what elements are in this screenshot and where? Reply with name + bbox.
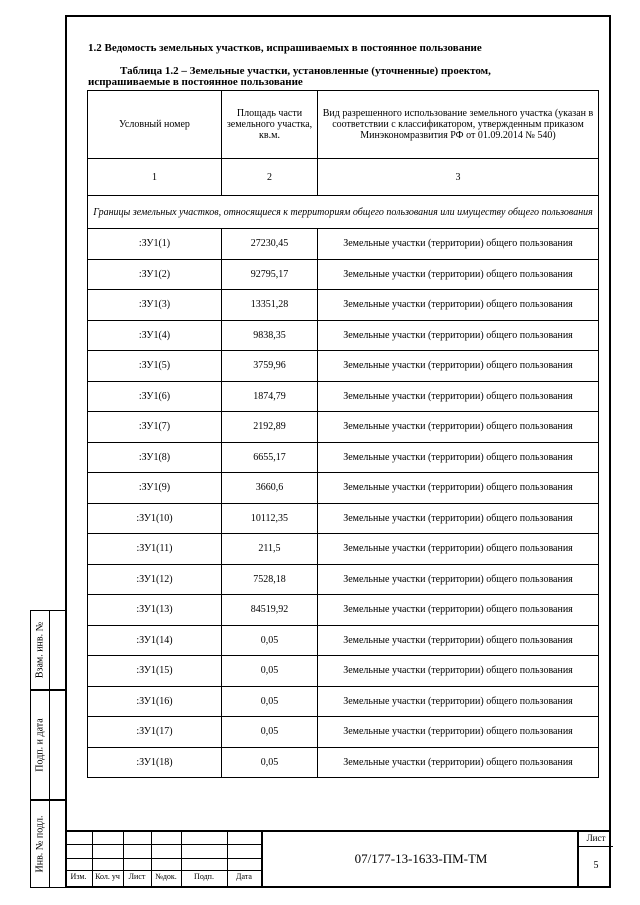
sheet-label: Лист xyxy=(586,833,606,843)
plot-number-cell: :ЗУ1(10) xyxy=(88,503,222,534)
plot-area-cell: 10112,35 xyxy=(222,503,318,534)
side-label-original-inv: Инв. № подл. xyxy=(34,815,46,873)
side-label-sign-date: Подп. и дата xyxy=(34,718,46,772)
sheet-box xyxy=(577,830,613,888)
plot-number-cell: :ЗУ1(7) xyxy=(88,412,222,443)
plot-use-cell: Земельные участки (территории) общего пользования xyxy=(318,503,599,534)
group-title: Границы земельных участков, относящиеся к территориям общего пользования или имуществу общего пользования xyxy=(88,196,599,229)
plot-use-cell: Земельные участки (территории) общего пользования xyxy=(318,473,599,504)
side-label-replaced-inv: Взам. инв. № xyxy=(34,621,46,679)
table-row xyxy=(88,229,599,260)
plot-use-cell: Земельные участки (территории) общего пользования xyxy=(318,686,599,717)
side-stamp-original-inv xyxy=(30,800,65,888)
plot-area-cell: 84519,92 xyxy=(222,595,318,626)
stamp-column-label: Изм. xyxy=(70,872,87,881)
plot-area-cell: 27230,45 xyxy=(222,229,318,260)
plot-area-cell: 9838,35 xyxy=(222,320,318,351)
plot-number-cell: :ЗУ1(16) xyxy=(88,686,222,717)
table-row xyxy=(88,747,599,778)
plot-use-cell: Земельные участки (территории) общего пользования xyxy=(318,625,599,656)
header-conditional-number: Условный номер xyxy=(88,91,222,159)
table-row xyxy=(88,351,599,382)
table-caption xyxy=(88,66,598,88)
table-row xyxy=(88,412,599,443)
stamp-column-label: Кол. уч xyxy=(95,872,120,881)
plot-area-cell: 0,05 xyxy=(222,747,318,778)
table-row xyxy=(88,259,599,290)
plot-number-cell: :ЗУ1(15) xyxy=(88,656,222,687)
plot-number-cell: :ЗУ1(8) xyxy=(88,442,222,473)
plot-area-cell: 0,05 xyxy=(222,625,318,656)
table-row xyxy=(88,717,599,748)
plot-area-cell: 3660,6 xyxy=(222,473,318,504)
revision-grid xyxy=(65,830,261,888)
plot-use-cell: Земельные участки (территории) общего пользования xyxy=(318,229,599,260)
plot-number-cell: :ЗУ1(5) xyxy=(88,351,222,382)
document-code: 07/177-13-1633-ПМ-ТМ xyxy=(261,830,579,888)
table-row xyxy=(88,595,599,626)
table-row xyxy=(88,320,599,351)
group-row xyxy=(88,196,599,229)
plot-number-cell: :ЗУ1(1) xyxy=(88,229,222,260)
plot-number-cell: :ЗУ1(17) xyxy=(88,717,222,748)
plot-use-cell: Земельные участки (территории) общего пользования xyxy=(318,259,599,290)
plot-number-cell: :ЗУ1(6) xyxy=(88,381,222,412)
title-block xyxy=(65,830,611,888)
plot-number-cell: :ЗУ1(11) xyxy=(88,534,222,565)
plot-use-cell: Земельные участки (территории) общего пользования xyxy=(318,320,599,351)
column-number: 2 xyxy=(222,159,318,196)
plot-use-cell: Земельные участки (территории) общего пользования xyxy=(318,747,599,778)
plot-area-cell: 1874,79 xyxy=(222,381,318,412)
column-number: 3 xyxy=(318,159,599,196)
table-row xyxy=(88,290,599,321)
plot-area-cell: 6655,17 xyxy=(222,442,318,473)
table-caption-line-1: Таблица 1.2 – Земельные участки, установленные (уточненные) проектом, xyxy=(120,65,491,77)
table-row xyxy=(88,381,599,412)
plot-use-cell: Земельные участки (территории) общего пользования xyxy=(318,351,599,382)
stamp-column-label: №док. xyxy=(155,872,177,881)
plot-number-cell: :ЗУ1(13) xyxy=(88,595,222,626)
plot-use-cell: Земельные участки (территории) общего пользования xyxy=(318,717,599,748)
plot-area-cell: 13351,28 xyxy=(222,290,318,321)
sheet-number: 5 xyxy=(593,860,599,871)
plot-area-cell: 2192,89 xyxy=(222,412,318,443)
plot-use-cell: Земельные участки (территории) общего пользования xyxy=(318,534,599,565)
table-row xyxy=(88,625,599,656)
plot-use-cell: Земельные участки (территории) общего пользования xyxy=(318,564,599,595)
plot-use-cell: Земельные участки (территории) общего пользования xyxy=(318,412,599,443)
column-number-row xyxy=(88,159,599,196)
plot-number-cell: :ЗУ1(2) xyxy=(88,259,222,290)
plot-area-cell: 92795,17 xyxy=(222,259,318,290)
table-row xyxy=(88,442,599,473)
plot-use-cell: Земельные участки (территории) общего пользования xyxy=(318,381,599,412)
table-row xyxy=(88,534,599,565)
plot-use-cell: Земельные участки (территории) общего пользования xyxy=(318,290,599,321)
land-plots-table xyxy=(87,90,599,778)
plot-area-cell: 211,5 xyxy=(222,534,318,565)
plot-number-cell: :ЗУ1(9) xyxy=(88,473,222,504)
column-number: 1 xyxy=(88,159,222,196)
header-permitted-use: Вид разрешенного использование земельного участка (указан в соответствии с классификатором, утвержденным приказом Минэкономразвития РФ от 01.09.2014 № 540) xyxy=(318,91,599,159)
stamp-column-label: Лист xyxy=(128,872,146,881)
plot-use-cell: Земельные участки (территории) общего пользования xyxy=(318,656,599,687)
plot-area-cell: 0,05 xyxy=(222,717,318,748)
section-heading: 1.2 Ведомость земельных участков, испрашиваемых в постоянное пользование xyxy=(88,42,482,54)
plot-number-cell: :ЗУ1(4) xyxy=(88,320,222,351)
table-row xyxy=(88,473,599,504)
table-row xyxy=(88,503,599,534)
table-caption-line-2: испрашиваемые в постоянное пользование xyxy=(88,76,303,88)
table-row xyxy=(88,656,599,687)
table-row xyxy=(88,686,599,717)
plot-use-cell: Земельные участки (территории) общего пользования xyxy=(318,595,599,626)
side-stamp-replaced-inv xyxy=(30,610,65,690)
stamp-column-label: Подп. xyxy=(194,872,214,881)
plot-area-cell: 3759,96 xyxy=(222,351,318,382)
plot-use-cell: Земельные участки (территории) общего пользования xyxy=(318,442,599,473)
plot-area-cell: 0,05 xyxy=(222,656,318,687)
plot-number-cell: :ЗУ1(18) xyxy=(88,747,222,778)
table-header-row xyxy=(88,91,599,159)
plot-number-cell: :ЗУ1(12) xyxy=(88,564,222,595)
header-area: Площадь части земельного участка, кв.м. xyxy=(222,91,318,159)
stamp-column-label: Дата xyxy=(236,872,252,881)
table-row xyxy=(88,564,599,595)
plot-number-cell: :ЗУ1(14) xyxy=(88,625,222,656)
plot-number-cell: :ЗУ1(3) xyxy=(88,290,222,321)
plot-area-cell: 7528,18 xyxy=(222,564,318,595)
side-stamp-sign-date xyxy=(30,690,65,800)
plot-area-cell: 0,05 xyxy=(222,686,318,717)
